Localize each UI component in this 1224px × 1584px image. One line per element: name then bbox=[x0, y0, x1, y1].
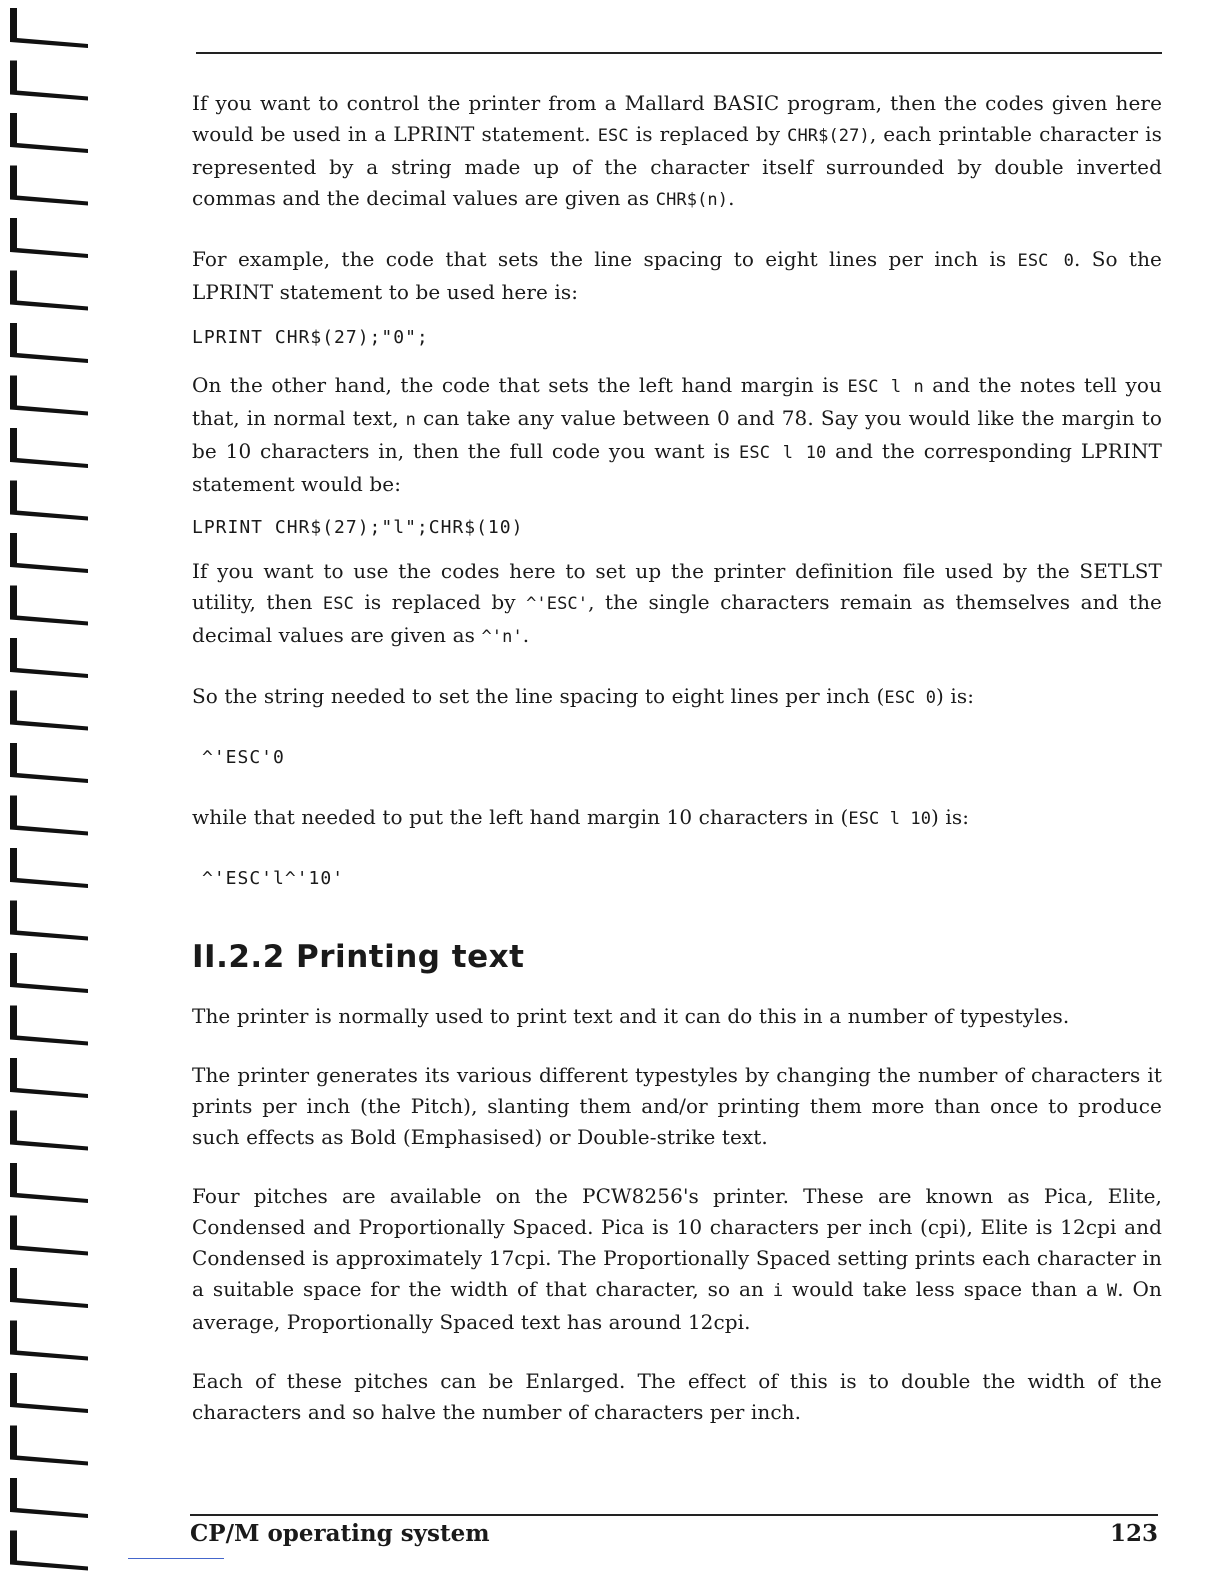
paragraph bbox=[192, 681, 1162, 714]
page-number: 123 bbox=[1109, 1520, 1158, 1547]
text-run: . bbox=[522, 623, 530, 647]
binding-mark bbox=[10, 376, 88, 416]
inline-code: ESC l 10 bbox=[848, 809, 932, 829]
binding-mark bbox=[10, 638, 88, 678]
text-run: and the corresponding LPRINT statement would be: bbox=[192, 439, 1162, 496]
text-run: ) is: bbox=[931, 805, 970, 829]
text-run: ) is: bbox=[936, 684, 975, 708]
footer-title: CP/M operating system bbox=[190, 1520, 490, 1547]
binding-mark bbox=[10, 1478, 88, 1518]
binding-mark bbox=[10, 743, 88, 783]
text-run: can take any value between 0 and 78. Say you would like the margin to be 10 characters in, then the full code you want is bbox=[192, 406, 1162, 463]
inline-code: n bbox=[405, 410, 417, 430]
binding-mark bbox=[10, 113, 88, 153]
text-run: . On average, Proportionally Spaced text has around 12cpi. bbox=[192, 1277, 1162, 1334]
text-run: and the notes tell you that, in normal text, bbox=[192, 373, 1162, 430]
paragraph bbox=[192, 1366, 1162, 1428]
text-run: is replaced by bbox=[353, 590, 527, 614]
paragraph bbox=[192, 1060, 1162, 1153]
inline-code: ESC l n bbox=[847, 377, 924, 397]
binding-mark bbox=[10, 1268, 88, 1308]
text-run: . bbox=[728, 186, 735, 210]
binding-mark bbox=[10, 533, 88, 573]
paragraph bbox=[192, 1181, 1162, 1338]
code-line: LPRINT CHR$(27);"0"; bbox=[192, 327, 429, 348]
footer-rule bbox=[190, 1514, 1158, 1516]
text-run: , each printable character is represented by a string made up of the character itself surrounded by double inverted commas and the decimal values are given as bbox=[192, 122, 1163, 210]
text-run: The printer generates its various different typestyles by changing the number of characters it prints per inch (the Pitch), slanting them and/or printing them more than once to produce such effects as Bold (Emphasised) or Double-strike text. bbox=[192, 1063, 1162, 1149]
code-line: ^'ESC'0 bbox=[202, 747, 285, 768]
binding-mark bbox=[10, 1426, 88, 1466]
binding-mark bbox=[10, 1373, 88, 1413]
section-heading: II.2.2 Printing text bbox=[192, 939, 525, 975]
binding-mark bbox=[10, 1006, 88, 1046]
text-run: would take less space than a bbox=[783, 1277, 1107, 1301]
text-run: If you want to control the printer from a Mallard BASIC program, then the codes given here would be used in a LPRINT statement. bbox=[192, 91, 1162, 146]
binding-mark bbox=[10, 1216, 88, 1256]
binding-margin-marks bbox=[0, 0, 110, 1584]
page-content bbox=[192, 88, 1162, 1428]
text-run: If you want to use the codes here to set up the printer definition file used by the SETLST utility, then bbox=[192, 559, 1162, 614]
paragraph bbox=[192, 244, 1162, 308]
binding-mark bbox=[10, 1058, 88, 1098]
binding-mark bbox=[10, 61, 88, 101]
inline-code: ESC l 10 bbox=[739, 443, 827, 463]
text-run: On the other hand, the code that sets the left hand margin is bbox=[192, 373, 848, 397]
text-run: , the single characters remain as themselves and the decimal values are given as bbox=[192, 590, 1162, 647]
inline-code: ^'ESC' bbox=[526, 594, 589, 614]
binding-mark bbox=[10, 1111, 88, 1151]
binding-mark bbox=[10, 953, 88, 993]
binding-mark bbox=[10, 796, 88, 836]
inline-code: W bbox=[1106, 1281, 1118, 1301]
inline-code: ^'n' bbox=[481, 627, 523, 647]
inline-code: ESC 0 bbox=[884, 688, 937, 708]
inline-code: CHR$(n) bbox=[655, 190, 729, 210]
scan-artifact-line bbox=[128, 1558, 224, 1559]
text-run: So the string needed to set the line spacing to eight lines per inch ( bbox=[192, 684, 885, 708]
paragraph bbox=[192, 556, 1162, 653]
inline-code: ESC 0 bbox=[1017, 251, 1074, 271]
paragraph bbox=[192, 802, 1162, 835]
binding-mark bbox=[10, 901, 88, 941]
binding-mark bbox=[10, 1321, 88, 1361]
text-run: is replaced by bbox=[628, 122, 788, 146]
code-line: ^'ESC'l^'10' bbox=[202, 868, 345, 889]
binding-mark bbox=[10, 848, 88, 888]
paragraph bbox=[192, 370, 1162, 500]
binding-mark bbox=[10, 166, 88, 206]
text-run: . So the LPRINT statement to be used here is: bbox=[192, 247, 1162, 304]
text-run: Four pitches are available on the PCW8256's printer. These are known as Pica, Elite, Condensed and Proportionally Spaced. Pica is 10 characters per inch (cpi), Elite is 12cpi and Condensed is approximately 17cpi. The Proportionally Spaced setting prints each character in a suitable space for the width of that character, so an bbox=[192, 1184, 1162, 1301]
text-run: The printer is normally used to print text and it can do this in a number of typestyles. bbox=[192, 1004, 1070, 1028]
binding-mark bbox=[10, 428, 88, 468]
binding-mark bbox=[10, 323, 88, 363]
binding-mark bbox=[10, 1163, 88, 1203]
binding-mark bbox=[10, 218, 88, 258]
binding-mark bbox=[10, 271, 88, 311]
inline-code: ESC bbox=[322, 594, 354, 614]
binding-mark bbox=[10, 8, 88, 48]
inline-code: ESC bbox=[597, 126, 629, 146]
top-rule bbox=[196, 52, 1162, 54]
inline-code: CHR$(27) bbox=[787, 126, 870, 146]
binding-mark bbox=[10, 586, 88, 626]
text-run: Each of these pitches can be Enlarged. The effect of this is to double the width of the characters and so halve the number of characters per inch. bbox=[192, 1369, 1162, 1424]
binding-mark bbox=[10, 481, 88, 521]
inline-code: i bbox=[772, 1281, 784, 1301]
text-run: For example, the code that sets the line spacing to eight lines per inch is bbox=[192, 247, 1018, 271]
paragraph bbox=[192, 1001, 1162, 1032]
paragraph bbox=[192, 88, 1162, 216]
text-run: while that needed to put the left hand margin 10 characters in ( bbox=[192, 805, 849, 829]
binding-mark bbox=[10, 691, 88, 731]
binding-mark bbox=[10, 1531, 88, 1571]
code-line: LPRINT CHR$(27);"l";CHR$(10) bbox=[192, 517, 524, 538]
